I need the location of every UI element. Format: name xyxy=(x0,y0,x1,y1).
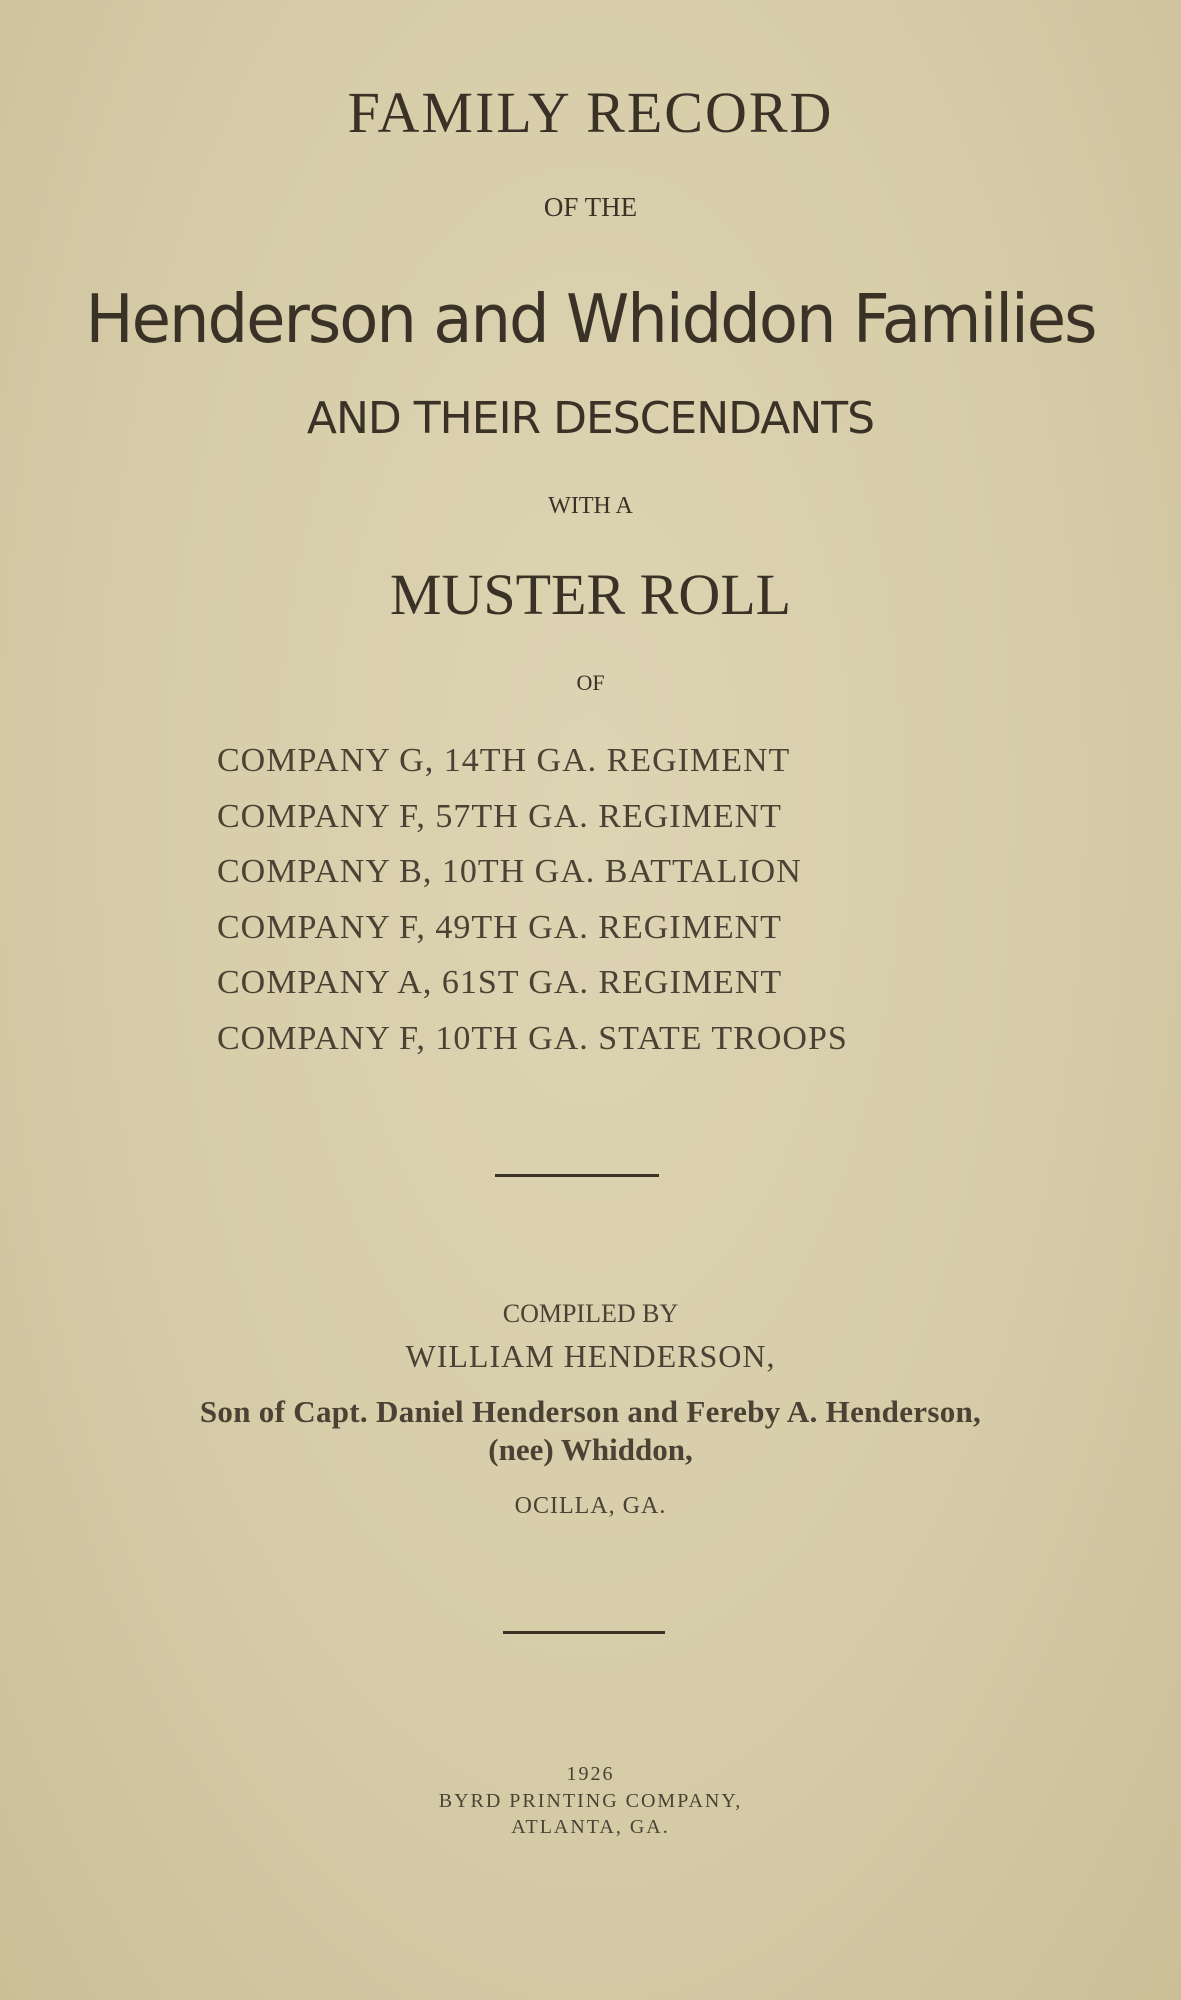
printer-city: ATLANTA, GA. xyxy=(511,1816,670,1838)
compiled-by-label: COMPILED BY xyxy=(502,1299,679,1328)
compiler-nee: (nee) Whiddon, xyxy=(488,1432,693,1467)
company-list xyxy=(217,743,848,1076)
company-item: COMPANY B, 10TH GA. BATTALION xyxy=(217,853,802,890)
families-heading: Henderson and Whiddon Families xyxy=(85,281,1096,359)
divider-rule xyxy=(495,1174,659,1177)
company-item: COMPANY F, 49TH GA. REGIMENT xyxy=(217,908,782,946)
printer-name: BYRD PRINTING COMPANY, xyxy=(438,1790,743,1812)
with-a-line: WITH A xyxy=(548,493,633,519)
compiler-parentage: Son of Capt. Daniel Henderson and Fereby A. Henderson, xyxy=(199,1394,982,1429)
company-item: COMPANY G, 14TH GA. REGIMENT xyxy=(217,742,791,779)
publication-year: 1926 xyxy=(566,1763,615,1785)
of-the-line: OF THE xyxy=(543,192,638,222)
compiler-location: OCILLA, GA. xyxy=(514,1493,667,1519)
of-line: OF xyxy=(576,670,605,695)
descendants-heading: AND THEIR DESCENDANTS xyxy=(306,393,875,444)
divider-rule xyxy=(503,1631,665,1634)
company-item: COMPANY A, 61ST GA. REGIMENT xyxy=(217,964,783,1001)
company-item: COMPANY F, 10TH GA. STATE TROOPS xyxy=(217,1019,848,1057)
muster-roll-heading: MUSTER ROLL xyxy=(389,562,792,627)
company-item: COMPANY F, 57TH GA. REGIMENT xyxy=(217,797,782,835)
compiler-name: WILLIAM HENDERSON, xyxy=(405,1338,776,1374)
title: FAMILY RECORD xyxy=(347,80,834,145)
